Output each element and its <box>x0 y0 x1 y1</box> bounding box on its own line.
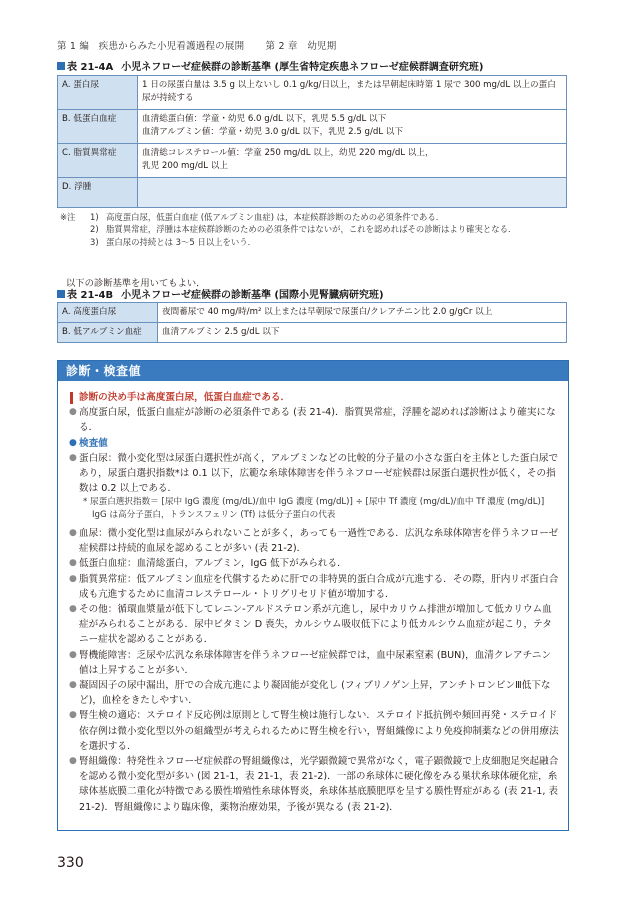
list-item-text: 血尿：微小変化型は血尿がみられないことが多く，あっても一過性である．広汎な糸球体障害を伴うネフローゼ症候群は持続的血尿を認めることが多い (表 21-2)． <box>79 528 559 555</box>
note-text: 高度蛋白尿，低蛋白血症 (低アルブミン血症) は，本症候群診断のための必須条件である． <box>106 212 445 222</box>
table-a-label: A. 蛋白尿 <box>58 76 138 110</box>
table-a-notes <box>60 211 516 248</box>
table-a-title <box>57 58 483 73</box>
list-item <box>69 556 560 571</box>
bullet-icon: ● <box>69 452 77 463</box>
table-row <box>58 144 567 178</box>
list-item-text: 腎組織像：特発性ネフローゼ症候群の腎組織像は，光学顕微鏡で異常がなく，電子顕微鏡で上皮細胞足突起融合を認める微小変化型が多い (図 21-1，表 21-1，表 21-2)．一部の糸球体に硬化像をみる巣状糸球体硬化症，糸球体基底膜二重化が特徴である膜性増殖性糸球体腎炎，糸球体基底膜肥厚を呈する膜性腎症がある (表 21-1, 表 21-2)．腎組織像により臨床像，薬物治療効果，予後が異なる (表 21-2)． <box>79 756 559 813</box>
note-text: 脂質異常症，浮腫は本症候群診断のための必須条件ではないが，これを認めればその診断はより確実となる． <box>106 224 517 235</box>
note-text: 蛋白尿の持続とは 3～5 日以上をいう． <box>106 236 256 247</box>
list-item <box>69 526 560 556</box>
subheading <box>69 436 560 451</box>
table-row <box>58 323 567 343</box>
list-item <box>69 451 560 497</box>
panel-body <box>58 381 568 815</box>
bullet-icon: ● <box>69 528 77 539</box>
note-number: 3) <box>90 236 99 247</box>
subheading-text: 検査値 <box>79 437 108 449</box>
square-bullet-icon <box>57 62 65 70</box>
panel-title: 診断・検査値 <box>58 361 568 381</box>
list-item-text: 腎生検の適応：ステロイド反応例は原則として腎生検は施行しない．ステロイド抵抗例や頻回再発・ステロイド依存例は微小変化型以外の組織型が考えられるために腎生検を行い，腎組織像により免疫抑制薬などの併用療法を選択する． <box>79 710 559 752</box>
note-number: 2) <box>90 224 99 235</box>
list-item <box>69 648 560 678</box>
table-b <box>57 302 567 343</box>
list-item-text: 低蛋白血症：血清総蛋白，アルブミン，IgG 低下がみられる． <box>79 558 347 570</box>
square-bullet-icon <box>57 290 65 298</box>
diagnosis-panel <box>57 360 569 831</box>
footnote-definition: IgG は高分子蛋白，トランスフェリン (Tf) は低分子蛋白の代表 <box>92 510 336 521</box>
table-b-label: B. 低アルブミン血症 <box>58 323 158 343</box>
table-a-value: 血清総蛋白値：学童・幼児 6.0 g/dL 以下，乳児 5.5 g/dL 以下 血清アルブミン値：学童・幼児 3.0 g/dL 以下，乳児 2.5 g/dL 以下 <box>138 110 567 144</box>
running-head <box>57 38 336 52</box>
note-row <box>60 236 516 248</box>
note-mark: ※注 <box>60 212 76 222</box>
note-number: 1) <box>90 212 99 222</box>
bullet-icon: ● <box>69 437 77 448</box>
table-a-label: C. 脂質異常症 <box>58 144 138 178</box>
list-item-text: 腎機能障害：乏尿や広汎な糸球体障害を伴うネフローゼ症候群では，血中尿素窒素 (BUN)，血清クレアチニン値は上昇することが多い． <box>79 649 552 676</box>
bullet-icon: ● <box>69 756 77 767</box>
list-item-text: その他：循環血漿量が低下してレニン-アルドステロン系が亢進し，尿中カリウム排泄が増加して低カリウム血症がみられることがある．尿中ビタミン D 喪失，カルシウム吸収低下により低カルシウム血症が起こり，テタニー症状を認めることがある． <box>79 604 552 646</box>
table-b-caption: 小児ネフローゼ症候群の診断基準 (国際小児腎臓病研究班) <box>121 290 384 301</box>
table-a-value <box>138 178 567 208</box>
bullet-icon: ● <box>69 604 77 615</box>
table-row <box>58 76 567 110</box>
table-a-number: 表 21-4A <box>67 62 114 73</box>
key-point <box>69 390 560 405</box>
bullet-icon: ● <box>69 573 77 584</box>
table-b-number: 表 21-4B <box>67 290 114 301</box>
note-mark <box>60 223 90 235</box>
list-item <box>69 602 560 648</box>
table-a-label: B. 低蛋白血症 <box>58 110 138 144</box>
table-a-caption: 小児ネフローゼ症候群の診断基準 (厚生省特定疾患ネフローゼ症候群調査研究班) <box>121 62 484 73</box>
bullet-icon: ● <box>69 558 77 569</box>
table-a-value: 血清総コレステロール値：学童 250 mg/dL 以上，幼児 220 mg/dL 以上， 乳児 200 mg/dL 以上 <box>138 144 567 178</box>
list-item-text: 高度蛋白尿，低蛋白血症が診断の必須条件である (表 21-4)．脂質異常症，浮腫を認めれば診断はより確実になる． <box>79 407 556 434</box>
list-item <box>69 708 560 754</box>
intro-line: 以下の診断基準を用いてもよい． <box>66 278 206 289</box>
table-row <box>58 303 567 323</box>
list-item <box>69 678 560 708</box>
list-item <box>69 405 560 435</box>
footnote <box>69 496 560 522</box>
bullet-icon: ● <box>69 710 77 721</box>
note-row <box>60 211 516 223</box>
bullet-icon: ● <box>69 407 77 418</box>
bullet-icon: ● <box>69 649 77 660</box>
table-a <box>57 75 567 208</box>
table-a-value: 1 日の尿蛋白量は 3.5 g 以上ないし 0.1 g/kg/日以上，または早朝起床時第 1 尿で 300 mg/dL 以上の蛋白尿が持続する <box>138 76 567 110</box>
list-item-text: 蛋白尿：微小変化型は尿蛋白選択性が高く，アルブミンなどの比較的分子量の小さな蛋白を主体とした蛋白尿であり，尿蛋白選択指数*は 0.1 以下，広範な糸球体障害を伴うネフローゼ症候群は尿蛋白選択性が低く，その指数は 0.2 以上である． <box>79 452 559 495</box>
list-item-text: 脂質異常症：低アルブミン血症を代償するために肝での非特異的蛋白合成が亢進する．その際，肝内リポ蛋白合成も亢進するために血清コレステロール・トリグリセリド値が増加する． <box>79 573 559 600</box>
running-head-chapter: 第 2 章 幼児期 <box>265 41 337 52</box>
table-a-label: D. 浮腫 <box>58 178 138 208</box>
page-number: 330 <box>57 855 84 871</box>
footnote-formula: * 尿蛋白選択指数＝ [尿中 IgG 濃度 (mg/dL)/血中 IgG 濃度 (mg/dL)] ÷ [尿中 Tf 濃度 (mg/dL)/血中 Tf 濃度 (mg/dL)] <box>83 497 545 508</box>
red-bar-icon <box>70 392 73 404</box>
table-row <box>58 110 567 144</box>
list-item <box>69 754 560 815</box>
table-b-label: A. 高度蛋白尿 <box>58 303 158 323</box>
note-row <box>60 223 516 235</box>
table-b-title <box>57 286 384 301</box>
key-point-text: 診断の決め手は高度蛋白尿，低蛋白血症である． <box>79 392 291 403</box>
table-b-value: 夜間蓄尿で 40 mg/時/m² 以上または早朝尿で尿蛋白/クレアチニン比 2.0 g/gCr 以上 <box>158 303 567 323</box>
list-item-text: 凝固因子の尿中漏出，肝での合成亢進により凝固能が変化し (フィブリノゲン上昇，アンチトロンビンⅢ低下など)，血栓をきたしやすい． <box>79 680 551 707</box>
bullet-icon: ● <box>69 680 77 691</box>
running-head-part: 第 1 編 疾患からみた小児看護過程の展開 <box>57 41 245 52</box>
table-b-value: 血清アルブミン 2.5 g/dL 以下 <box>158 323 567 343</box>
list-item <box>69 572 560 602</box>
table-row <box>58 178 567 208</box>
note-mark <box>60 236 90 248</box>
